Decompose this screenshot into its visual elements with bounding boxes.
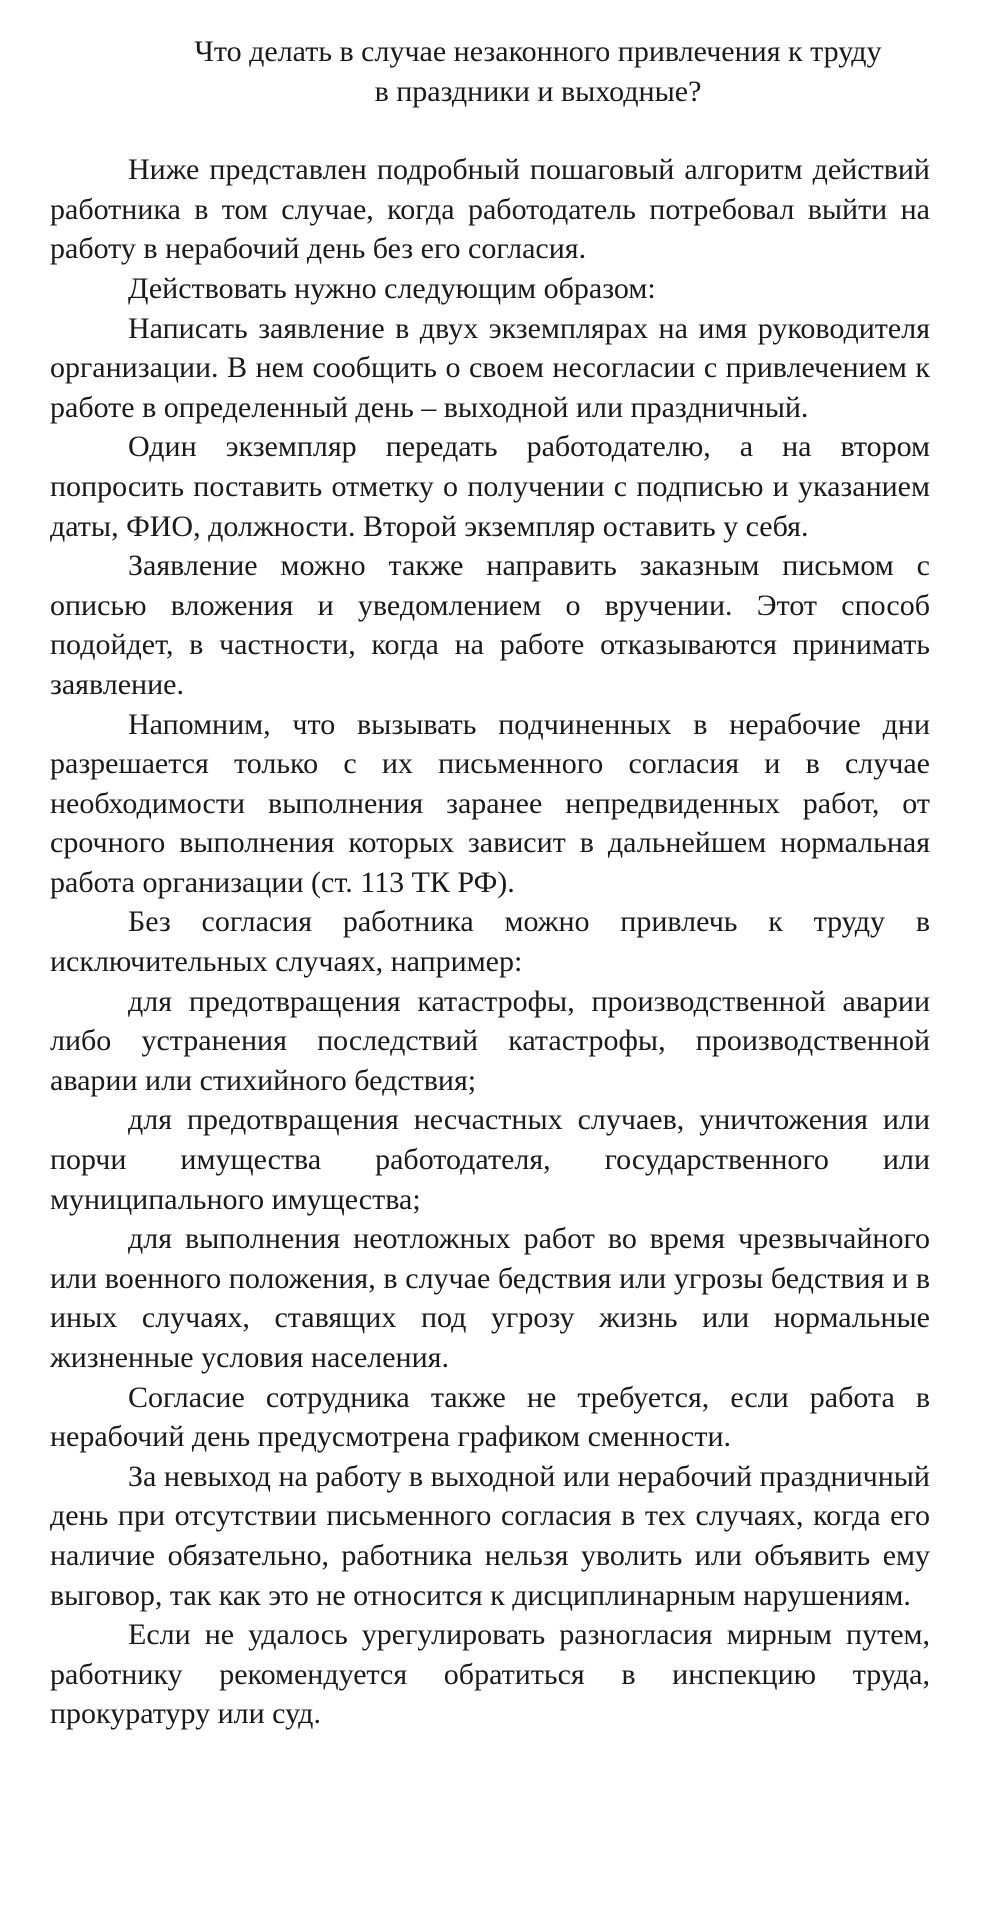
paragraph-step-write-statement: Написать заявление в двух экземплярах на имя руководителя организации. В нем сообщить о своем несогласии с привлечением к работе в определенный день – выходной или праздничный. (50, 311, 930, 424)
list-item-accidents: для предотвращения несчастных случаев, уничтожения или порчи имущества работодателя, государственного или муниципального имущества; (50, 1103, 930, 1216)
paragraph-registered-mail: Заявление можно также направить заказным письмом с описью вложения и уведомлением о вручении. Этот способ подойдет, в частности, когда на работе отказываются принимать заявление. (50, 549, 930, 701)
title-line-1: Что делать в случае незаконного привлечения к труду (194, 35, 882, 68)
list-item-catastrophe: для предотвращения катастрофы, производственной аварии либо устранения последствий катастрофы, производственной аварии или стихийного бедствия; (50, 984, 930, 1097)
paragraph-step-copies: Один экземпляр передать работодателю, а на втором попросить поставить отметку о получении с подписью и указанием даты, ФИО, должности. Второй экземпляр оставить у себя. (50, 430, 930, 543)
document-page (50, 32, 930, 1734)
document-title (50, 32, 930, 111)
paragraph-exceptions-lead: Без согласия работника можно привлечь к труду в исключительных случаях, например: (50, 905, 930, 979)
paragraph-shift-schedule: Согласие сотрудника также не требуется, если работа в нерабочий день предусмотрена графиком сменности. (50, 1380, 930, 1454)
paragraph-intro: Ниже представлен подробный пошаговый алгоритм действий работника в том случае, когда работодатель потребовал выйти на работу в нерабочий день без его согласия. (50, 153, 930, 266)
paragraph-steps-lead: Действовать нужно следующим образом: (128, 271, 656, 305)
list-item-emergency: для выполнения неотложных работ во время чрезвычайного или военного положения, в случае бедствия или угрозы бедствия и в иных случаях, ставящих под угрозу жизнь или нормальные жизненные условия населения. (50, 1222, 930, 1374)
paragraph-no-dismissal: За невыход на работу в выходной или нерабочий праздничный день при отсутствии письменного согласия в тех случаях, когда его наличие обязательно, работника нельзя уволить или объявить ему выговор, так как это не относится к дисциплинарным нарушениям. (50, 1459, 930, 1612)
paragraph-reminder-article-113: Напомним, что вызывать подчиненных в нерабочие дни разрешается только с их письменного согласия и в случае необходимости выполнения заранее непредвиденных работ, от срочного выполнения которых зависит в дальнейшем нормальная работа организации (ст. 113 ТК РФ). (50, 707, 930, 899)
paragraph-inspection: Если не удалось урегулировать разногласия мирным путем, работнику рекомендуется обратиться в инспекцию труда, прокуратуру или суд. (50, 1618, 930, 1731)
title-line-2: в праздники и выходные? (374, 74, 702, 108)
